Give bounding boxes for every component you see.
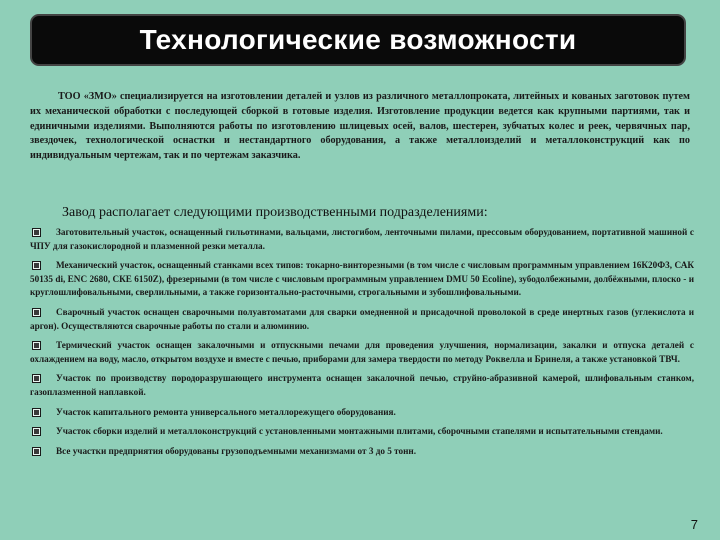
list-item [30, 226, 694, 253]
square-bullet-icon [32, 447, 41, 456]
bullet-list [30, 226, 694, 464]
list-item [30, 406, 694, 420]
list-item-text: Участок капитального ремонта универсального металлорежущего оборудования. [56, 406, 396, 417]
list-item [30, 259, 694, 300]
intro-paragraph: ТОО «ЗМО» специализируется на изготовлении деталей и узлов из различного металлопроката, литейных и кованых заготовок путем их механической обработки с последующей сборкой в готовые изделия. Изготовление продукции ведется как крупными партиями, так и единичными изделиями. Выполняются работы по изготовлению шлицевых осей, валов, шестерен, зубчатых колес и реек, червячных пар, звездочек, технологической оснастки и нестандартного оборудования, а также металлоизделий и металлоконструкций как по индивидуальным чертежам, так и по чертежам заказчика. [30, 91, 690, 162]
list-item-text: Участок сборки изделий и металлоконструкций с установленными монтажными плитами, сборочными стапелями и испытательными стендами. [56, 426, 663, 437]
list-item [30, 445, 694, 459]
list-item [30, 372, 694, 399]
square-bullet-icon [32, 408, 41, 417]
list-item [30, 425, 694, 439]
list-item [30, 339, 694, 366]
list-item-text: Заготовительный участок, оснащенный гильотинами, вальцами, листогибом, ленточными пилами, прессовым оборудованием, портативной машиной с ЧПУ для газокислородной и плазменной резки металла. [30, 227, 694, 251]
square-bullet-icon [32, 427, 41, 436]
page-number: 7 [690, 517, 698, 532]
slide-title: Технологические возможности [139, 24, 577, 55]
list-item-text: Все участки предприятия оборудованы грузоподъемными механизмами от 3 до 5 тонн. [56, 445, 417, 456]
square-bullet-icon [32, 374, 41, 383]
square-bullet-icon [32, 308, 41, 317]
list-item-text: Участок по производству породоразрушающего инструмента оснащен закалочной печью, струйно-абразивной камерой, шлифовальным станком, газоплазменной наплавкой. [30, 373, 694, 397]
list-item-text: Сварочный участок оснащен сварочными полуавтоматами для сварки омедненной и присадочной проволокой в среде инертных газов (углекислота и аргон). Осуществляются сварочные работы по стали и алюминию. [30, 306, 694, 331]
list-item-text: Механический участок, оснащенный станками всех типов: токарно-винторезными (в том числе с числовым программным управлением 16К20Ф3, САК 50135 di, ENC 2680, СКЕ 6150Z), фрезерными (в том числе с числовым программным управлением DMU 50 Ecoline), зубодолбежными, долбёжными, плоско - и круглошлифовальными, сверлильными, а также горизонтально-расточными, строгальными и зубошлифовальными. [30, 260, 694, 298]
square-bullet-icon [32, 341, 41, 350]
list-item-text: Термический участок оснащен закалочными и отпускными печами для проведения улучшения, нормализации, закалки и отпуска деталей с охлаждением на воду, масло, открытом воздухе и вместе с печью, приборами для замера твердости по методу Роквелла и Бринеля, а также установкой ТВЧ. [30, 340, 694, 364]
subheading: Завод располагает следующими производственными подразделениями: [62, 205, 488, 220]
square-bullet-icon [32, 228, 41, 237]
title-bar [30, 14, 686, 66]
list-item [30, 306, 694, 333]
square-bullet-icon [32, 261, 41, 270]
